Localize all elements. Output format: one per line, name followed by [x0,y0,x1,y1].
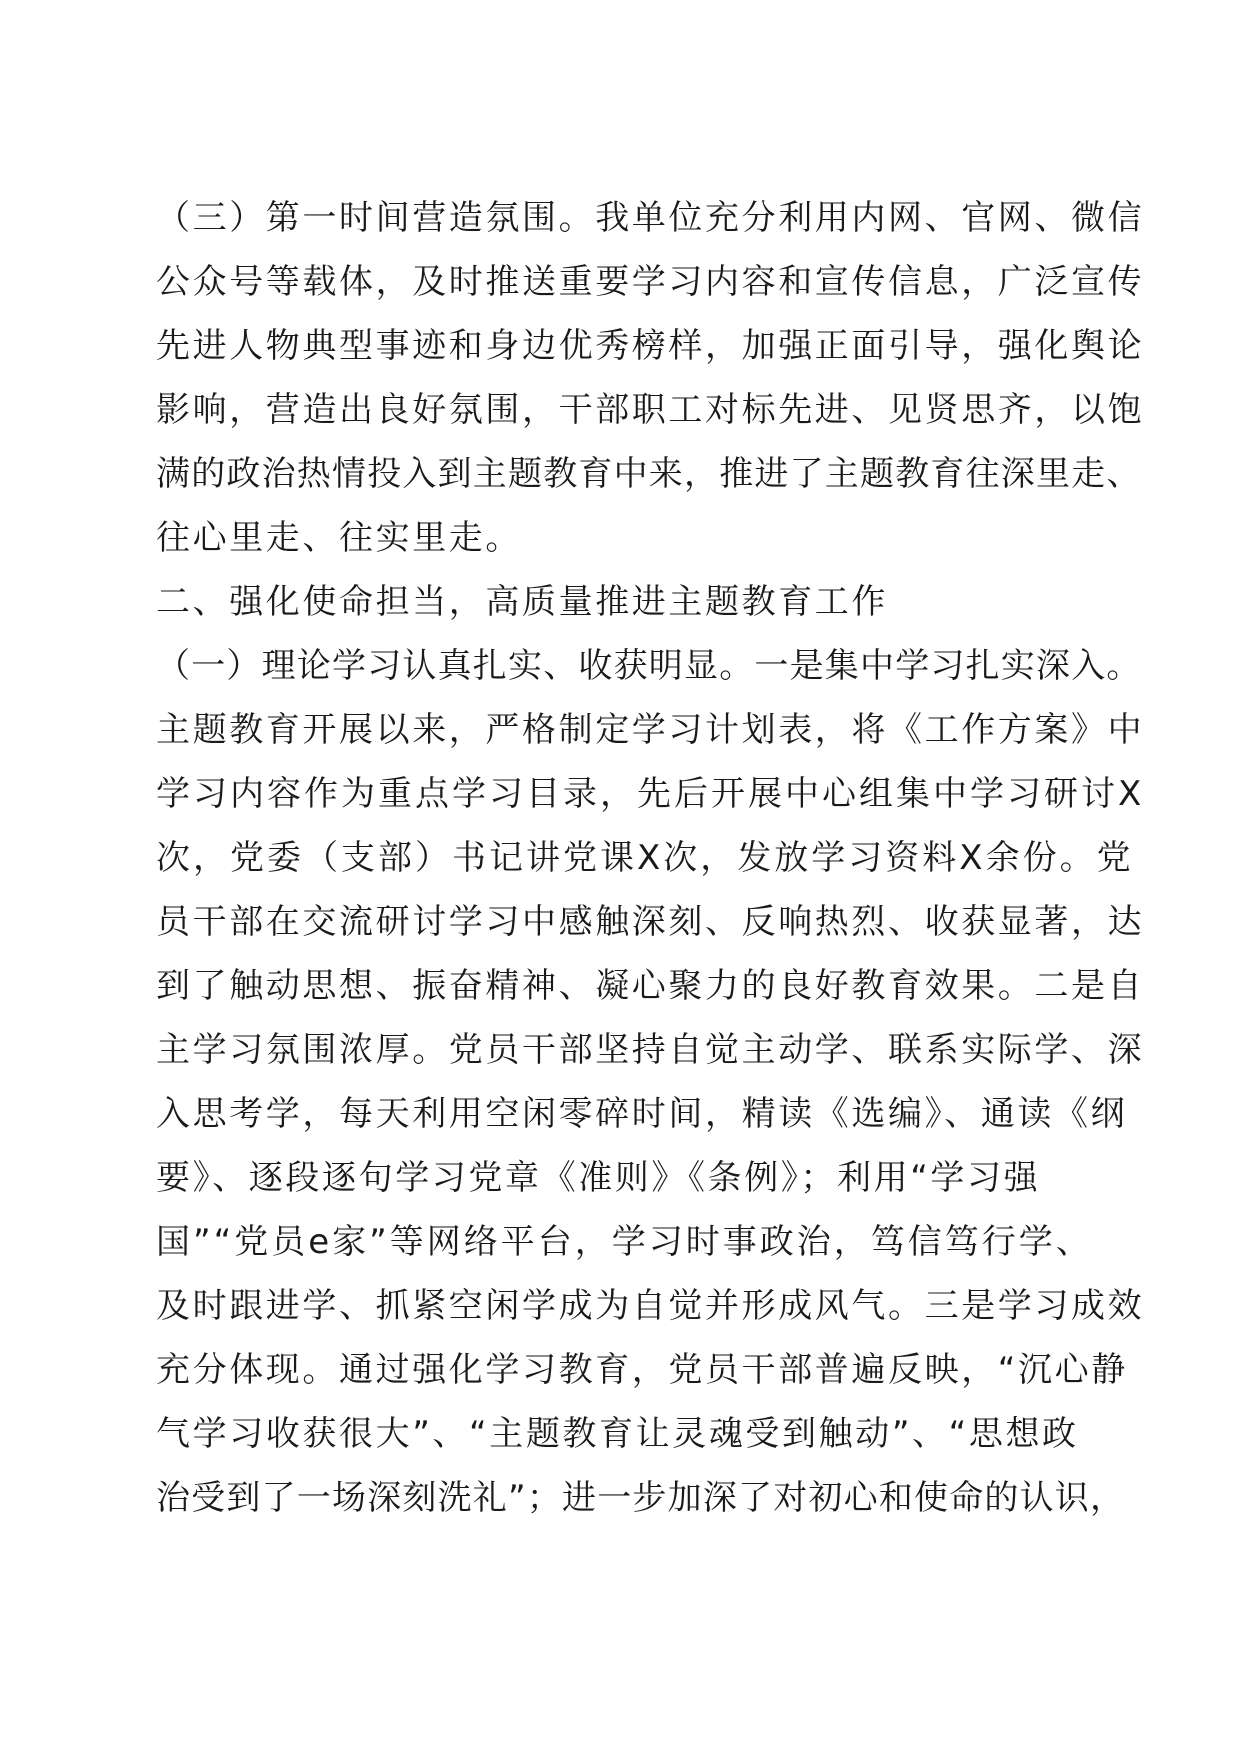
document-body [156,186,1145,1530]
paragraph-line: 及时跟进学、抓紧空闲学成为自觉并形成风气。三是学习成效 [156,1286,1145,1326]
paragraph-line: 往心里走、往实里走。 [156,518,522,558]
paragraph-line: 到了触动思想、振奋精神、凝心聚力的良好教育效果。二是自 [156,966,1145,1006]
paragraph-line: 主题教育开展以来，严格制定学习计划表，将《工作方案》中 [156,710,1145,750]
paragraph-line: 影响，营造出良好氛围，干部职工对标先进、见贤思齐，以饱 [156,390,1145,430]
paragraph-line: 学习内容作为重点学习目录，先后开展中心组集中学习研讨X [156,774,1145,814]
paragraph-line: 公众号等载体，及时推送重要学习内容和宣传信息，广泛宣传 [156,262,1145,302]
paragraph-line: （一）理论学习认真扎实、收获明显。一是集中学习扎实深入。 [156,646,1142,686]
paragraph-line: 要》、逐段逐句学习党章《准则》《条例》；利用“学习强 [156,1158,1041,1198]
paragraph-line: 员干部在交流研讨学习中感触深刻、反响热烈、收获显著，达 [156,902,1145,942]
paragraph-line: 国”“党员e家”等网络平台，学习时事政治，笃信笃行学、 [156,1222,1093,1262]
paragraph-line: 治受到了一场深刻洗礼”；进一步加深了对初心和使命的认识， [156,1478,1126,1518]
paragraph-line: 次，党委（支部）书记讲党课X次，发放学习资料X余份。党 [156,838,1134,878]
paragraph-line: （三）第一时间营造氛围。我单位充分利用内网、官网、微信 [156,198,1145,238]
paragraph-line: 气学习收获很大”、“主题教育让灵魂受到触动”、“思想政 [156,1414,1079,1454]
paragraph-line: 充分体现。通过强化学习教育，党员干部普遍反映，“沉心静 [156,1350,1128,1390]
paragraph-line: 满的政治热情投入到主题教育中来，推进了主题教育往深里走、 [156,454,1142,494]
paragraph-line: 入思考学，每天利用空闲零碎时间，精读《选编》、通读《纲 [156,1094,1128,1134]
paragraph-line: 主学习氛围浓厚。党员干部坚持自觉主动学、联系实际学、深 [156,1030,1145,1070]
section-heading: 二、强化使命担当，高质量推进主题教育工作 [156,582,888,622]
paragraph-line: 先进人物典型事迹和身边优秀榜样，加强正面引导，强化舆论 [156,326,1145,366]
